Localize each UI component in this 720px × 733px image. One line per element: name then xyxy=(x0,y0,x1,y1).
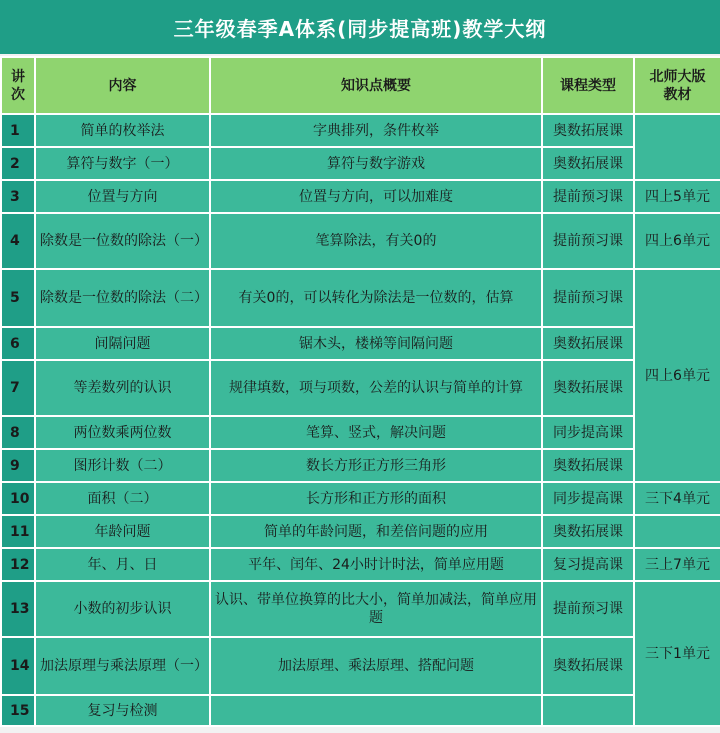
textbook-unit: 三上7单元 xyxy=(634,548,720,581)
lecture-content: 小数的初步认识 xyxy=(35,581,210,637)
table-row xyxy=(1,449,720,482)
textbook-unit: 四上6单元 xyxy=(634,213,720,269)
lecture-content: 图形计数（二） xyxy=(35,449,210,482)
header-textbook: 北师大版教材 xyxy=(634,57,720,114)
header-type: 课程类型 xyxy=(542,57,634,114)
table-row xyxy=(1,327,720,360)
lecture-summary: 认识、带单位换算的比大小，简单加减法，简单应用题 xyxy=(210,581,542,637)
lecture-number: 5 xyxy=(1,269,35,327)
lecture-type: 奥数拓展课 xyxy=(542,114,634,147)
lecture-summary: 数长方形正方形三角形 xyxy=(210,449,542,482)
lecture-summary: 规律填数，项与项数，公差的认识与简单的计算 xyxy=(210,360,542,416)
lecture-summary: 位置与方向，可以加难度 xyxy=(210,180,542,213)
lecture-type: 奥数拓展课 xyxy=(542,147,634,180)
textbook-unit: 三下4单元 xyxy=(634,482,720,515)
lecture-content: 算符与数字（一） xyxy=(35,147,210,180)
lecture-summary: 字典排列，条件枚举 xyxy=(210,114,542,147)
lecture-number: 14 xyxy=(1,637,35,695)
lecture-number: 9 xyxy=(1,449,35,482)
lecture-number: 6 xyxy=(1,327,35,360)
lecture-type: 奥数拓展课 xyxy=(542,515,634,548)
table-row xyxy=(1,213,720,269)
lecture-content: 两位数乘两位数 xyxy=(35,416,210,449)
lecture-number: 12 xyxy=(1,548,35,581)
table-row xyxy=(1,637,720,695)
textbook-cell-empty xyxy=(634,515,720,548)
lecture-content: 简单的枚举法 xyxy=(35,114,210,147)
lecture-type: 提前预习课 xyxy=(542,581,634,637)
lecture-number: 8 xyxy=(1,416,35,449)
textbook-unit: 四上6单元 xyxy=(634,269,720,482)
lecture-number: 3 xyxy=(1,180,35,213)
textbook-unit: 四上5单元 xyxy=(634,180,720,213)
lecture-number: 11 xyxy=(1,515,35,548)
table-row xyxy=(1,147,720,180)
lecture-type: 奥数拓展课 xyxy=(542,449,634,482)
lecture-content: 等差数列的认识 xyxy=(35,360,210,416)
lecture-summary: 平年、闰年、24小时计时法，简单应用题 xyxy=(210,548,542,581)
lecture-content: 除数是一位数的除法（二） xyxy=(35,269,210,327)
lecture-content: 除数是一位数的除法（一） xyxy=(35,213,210,269)
lecture-type: 提前预习课 xyxy=(542,269,634,327)
lecture-summary: 锯木头，楼梯等间隔问题 xyxy=(210,327,542,360)
header-content: 内容 xyxy=(35,57,210,114)
table-row xyxy=(1,515,720,548)
lecture-content: 复习与检测 xyxy=(35,695,210,726)
header-lecture: 讲次 xyxy=(1,57,35,114)
lecture-summary: 有关0的，可以转化为除法是一位数的，估算 xyxy=(210,269,542,327)
lecture-number: 15 xyxy=(1,695,35,726)
lecture-summary: 简单的年龄问题，和差倍问题的应用 xyxy=(210,515,542,548)
lecture-number: 1 xyxy=(1,114,35,147)
lecture-type: 提前预习课 xyxy=(542,180,634,213)
lecture-number: 13 xyxy=(1,581,35,637)
table-row xyxy=(1,360,720,416)
lecture-type: 同步提高课 xyxy=(542,482,634,515)
lecture-summary: 长方形和正方形的面积 xyxy=(210,482,542,515)
table-row xyxy=(1,180,720,213)
lecture-type: 提前预习课 xyxy=(542,213,634,269)
lecture-number: 10 xyxy=(1,482,35,515)
textbook-unit: 三下1单元 xyxy=(634,581,720,726)
lecture-summary: 笔算、竖式，解决问题 xyxy=(210,416,542,449)
lecture-type: 奥数拓展课 xyxy=(542,360,634,416)
page-title: 三年级春季A体系(同步提高班)教学大纲 xyxy=(0,0,720,54)
lecture-content: 加法原理与乘法原理（一） xyxy=(35,637,210,695)
lecture-type: 奥数拓展课 xyxy=(542,637,634,695)
lecture-summary xyxy=(210,695,542,726)
lecture-content: 间隔问题 xyxy=(35,327,210,360)
table-row xyxy=(1,548,720,581)
table-header-row xyxy=(1,57,720,114)
table-row xyxy=(1,482,720,515)
textbook-cell-empty xyxy=(634,114,720,180)
lecture-content: 位置与方向 xyxy=(35,180,210,213)
lecture-type: 同步提高课 xyxy=(542,416,634,449)
lecture-summary: 加法原理、乘法原理、搭配问题 xyxy=(210,637,542,695)
lecture-type: 奥数拓展课 xyxy=(542,327,634,360)
syllabus-table xyxy=(0,56,720,727)
table-row xyxy=(1,269,720,327)
lecture-number: 2 xyxy=(1,147,35,180)
table-row xyxy=(1,581,720,637)
lecture-content: 年、月、日 xyxy=(35,548,210,581)
header-summary: 知识点概要 xyxy=(210,57,542,114)
lecture-type xyxy=(542,695,634,726)
lecture-type: 复习提高课 xyxy=(542,548,634,581)
table-row xyxy=(1,114,720,147)
lecture-content: 面积（二） xyxy=(35,482,210,515)
table-row xyxy=(1,695,720,726)
lecture-content: 年龄问题 xyxy=(35,515,210,548)
lecture-number: 4 xyxy=(1,213,35,269)
lecture-summary: 笔算除法，有关0的 xyxy=(210,213,542,269)
lecture-number: 7 xyxy=(1,360,35,416)
table-row xyxy=(1,416,720,449)
lecture-summary: 算符与数字游戏 xyxy=(210,147,542,180)
